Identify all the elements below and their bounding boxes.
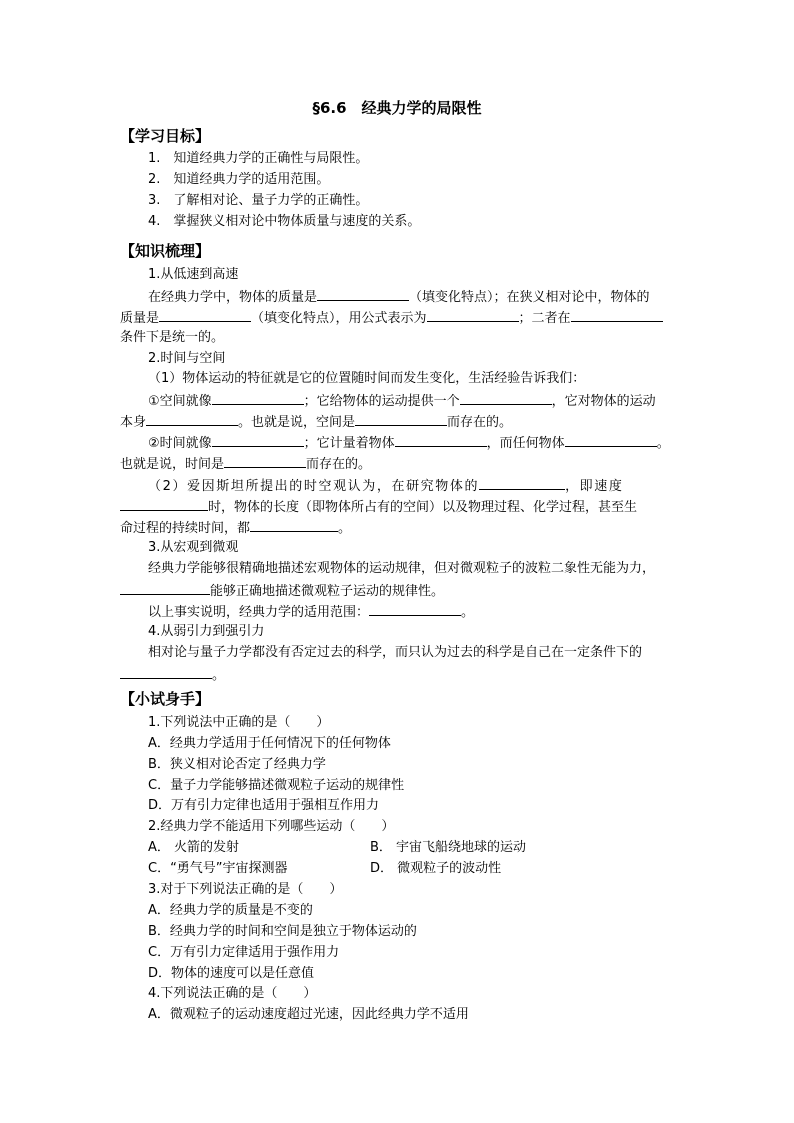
question-option: B．经典力学的时间和空间是独立于物体运动的 — [148, 924, 417, 939]
section-heading-practice: 【小试身手】 — [120, 690, 211, 708]
text: ，它对物体的运动 — [551, 394, 656, 409]
blank — [395, 433, 487, 447]
text: （填变化特点）；在狭义相对论中，物体的 — [409, 290, 650, 305]
text: （填变化特点），用公式表示为 — [251, 311, 427, 326]
text: 。 — [338, 521, 352, 536]
goal-item: 1. 知道经典力学的正确性与局限性。 — [148, 151, 369, 166]
text: 。 — [212, 668, 226, 683]
text: 质量是 — [120, 311, 160, 326]
question-option: B．狭义相对论否定了经典力学 — [148, 757, 326, 772]
blank — [427, 308, 519, 322]
text: ；它给物体的运动提供一个 — [303, 394, 460, 409]
blank — [120, 665, 212, 679]
question-option: A． 火箭的发射 — [148, 840, 240, 855]
paragraph-line — [120, 665, 225, 685]
section-heading-review: 【知识梳理】 — [120, 242, 211, 260]
blank — [250, 518, 338, 532]
blank — [369, 602, 461, 616]
subheading: 3.从宏观到微观 — [148, 540, 239, 555]
paragraph-line — [120, 581, 444, 601]
blank — [212, 433, 304, 447]
paragraph-line: 条件下是统一的。 — [120, 330, 225, 345]
blank — [120, 497, 208, 511]
paragraph-line: 相对论与量子力学都没有否定过去的科学，而只认为过去的科学是自己在一定条件下的 — [148, 645, 643, 660]
paragraph-line — [120, 412, 512, 432]
text: 以上事实说明，经典力学的适用范围： — [148, 605, 370, 620]
paragraph-line — [148, 391, 656, 411]
question-stem: 1.下列说法中正确的是（ ） — [148, 715, 330, 730]
text: 也就是说，时间是 — [120, 457, 225, 472]
paragraph-line — [148, 602, 474, 622]
text: 而存在的。 — [447, 415, 513, 430]
text: ；二者在 — [518, 311, 571, 326]
text: ；它计量着物体 — [303, 436, 395, 451]
paragraph-line — [120, 497, 637, 517]
blank — [120, 581, 210, 595]
question-option: C．量子力学能够描述微观粒子运动的规律性 — [148, 778, 405, 793]
paragraph-line — [148, 433, 670, 453]
subheading: 2.时间与空间 — [148, 351, 226, 366]
subheading: 4.从弱引力到强引力 — [148, 624, 265, 639]
question-option: A．经典力学适用于任何情况下的任何物体 — [148, 736, 391, 751]
question-stem: 4.下列说法正确的是（ ） — [148, 986, 317, 1001]
paragraph-line — [120, 308, 663, 328]
paragraph-line — [120, 518, 351, 538]
question-option: C．万有引力定律适用于强作用力 — [148, 945, 340, 960]
text: （2）爱因斯坦所提出的时空观认为，在研究物体的 — [148, 479, 480, 494]
paragraph-line — [148, 287, 650, 307]
goal-item: 3. 了解相对论、量子力学的正确性。 — [148, 193, 369, 208]
text: 。也就是说，空间是 — [238, 415, 356, 430]
text: 。 — [656, 436, 670, 451]
text: 。 — [461, 605, 475, 620]
blank — [479, 476, 565, 490]
text: 在经典力学中，物体的质量是 — [148, 290, 318, 305]
section-heading-goals: 【学习目标】 — [120, 127, 211, 145]
text: 本身 — [120, 415, 147, 430]
paragraph-line: 经典力学能够很精确地描述宏观物体的运动规律，但对微观粒子的波粒二象性无能为力， — [148, 561, 656, 576]
blank — [146, 412, 238, 426]
text: ，而任何物体 — [486, 436, 565, 451]
text: ②时间就像 — [148, 436, 212, 451]
blank — [159, 308, 251, 322]
blank — [317, 287, 409, 301]
blank — [212, 391, 304, 405]
question-option: A．经典力学的质量是不变的 — [148, 903, 313, 918]
blank — [224, 454, 306, 468]
question-option: D．万有引力定律也适用于强相互作用力 — [148, 798, 380, 813]
question-option: B． 宇宙飞船绕地球的运动 — [370, 840, 527, 855]
blank — [460, 391, 552, 405]
paragraph-line: （1）物体运动的特征就是它的位置随时间而发生变化，生活经验告诉我们： — [148, 371, 586, 386]
question-option: C．“勇气号”宇宙探测器 — [148, 861, 288, 876]
paragraph-line — [148, 476, 623, 496]
question-option: A．微观粒子的运动速度超过光速，因此经典力学不适用 — [148, 1007, 469, 1022]
goal-item: 4. 掌握狭义相对论中物体质量与速度的关系。 — [148, 214, 421, 229]
blank — [355, 412, 447, 426]
question-option: D． 微观粒子的波动性 — [370, 861, 502, 876]
text: ①空间就像 — [148, 394, 212, 409]
question-stem: 3.对于下列说法正确的是（ ） — [148, 882, 343, 897]
page-title: §6.6 经典力学的局限性 — [312, 99, 482, 117]
blank — [565, 433, 657, 447]
text: ，即速度 — [565, 479, 624, 494]
blank — [571, 308, 663, 322]
subheading: 1.从低速到高速 — [148, 267, 239, 282]
text: 时，物体的长度（即物体所占有的空间）以及物理过程、化学过程，甚至生 — [208, 500, 638, 515]
text: 而存在的。 — [306, 457, 372, 472]
paragraph-line — [120, 454, 371, 474]
goal-item: 2. 知道经典力学的适用范围。 — [148, 172, 330, 187]
question-option: D．物体的速度可以是任意值 — [148, 966, 315, 981]
question-stem: 2.经典力学不能适用下列哪些运动（ ） — [148, 819, 395, 834]
text: 能够正确地描述微观粒子运动的规律性。 — [210, 584, 445, 599]
text: 命过程的持续时间，都 — [120, 521, 251, 536]
